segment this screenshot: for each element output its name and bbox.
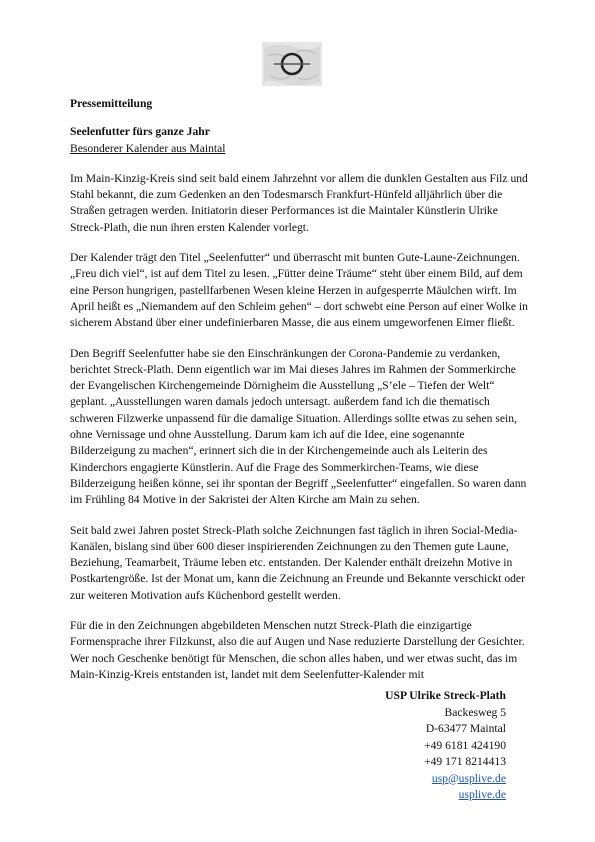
felt-logo-icon [260,38,324,90]
headline: Seelenfutter fürs ganze Jahr [70,125,210,139]
paragraph: Den Begriff Seelenfutter habe sie den Einschränkungen der Corona-Pandemie zu verdanken, berichtet Streck-Plath. Denn eigentlich war im Mai dieses Jahres im Rahmen der Sommerkirche der Evangelischen Kirchengemeinde Dörnigheim die Ausstellung „S’ele – Tiefen der Welt“ geplant. „Ausstellungen waren damals jedoch untersagt. außerdem fand ich die thematisch schweren Filzwerke unpassend für die damalige Situation. Allerdings sollte etwas zu sehen sein, ohne Vernissage und ohne Ausstellung. Darum kam ich auf die Idee, eine sogenannte Bilderzeigung zu machen“, erinnert sich die in der Kirchengemeinde auch als Leiterin des Kinderchors engagierte Künstlerin. Auf die Frage des Sommerkirchen-Teams, wie diese Bilderzeigung heißen könne, sei ihr spontan der Begriff „Seelenfutter“ eingefallen. So waren dann im Frühling 84 Motive in der Sakristei der Alten Kirche am Main zu sehen. [70,346,527,507]
email-link[interactable]: usp@usplive.de [431,771,506,785]
phone-number: +49 6181 424190 [424,738,506,752]
street-address: Backesweg 5 [444,705,506,719]
company-name: USP Ulrike Streck-Plath [385,689,506,702]
contact-block [385,688,506,804]
paragraph: Seit bald zwei Jahren postet Streck-Plath solche Zeichnungen fast täglich in ihren Social-Media-Kanälen, bislang sind über 600 dieser inspirierenden Zeichnungen zu den Themen gute Laune, Beziehung, Teamarbeit, Träume leben etc. entstanden. Der Kalender enthält dreizehn Motive in Postkartengröße. Ist der Monat um, kann die Zeichnung an Freunde und Bekannte verschickt oder zur weiteren Motivation aufs Küchenbord gestellt werden. [70,523,525,602]
subheadline: Besonderer Kalender aus Maintal [70,141,226,155]
document-label: Pressemitteilung [70,97,153,110]
press-release-body [70,96,528,683]
paragraph: Der Kalender trägt den Titel „Seelenfutter“ und überrascht mit bunten Gute-Laune-Zeichnungen. „Freu dich viel“, ist auf dem Titel zu lesen. „Fütter deine Träume“ steht über einem Bild, auf dem eine Person hungrigen, pastellfarbenen Wesen kleine Herzen in aufgesperrte Mäulchen wirft. Im April heißt es „Niemandem auf den Schleim gehen“ – dort schwebt eine Person auf einer Wolke in sicherem Abstand über einer undefinierbaren Masse, die aus einem umgeworfenen Eimer fließt. [70,251,528,330]
paragraph: Für die in den Zeichnungen abgebildeten Menschen nutzt Streck-Plath die einzigartige Formensprache ihrer Filzkunst, also die auf Augen und Nase reduzierte Darstellung der Gesichter. Wer noch Geschenke benötigt für Menschen, die schon alles haben, und wer etwas sucht, das im Main-Kinzig-Kreis entstanden ist, landet mit dem Seelenfutter-Kalender mit [70,619,525,681]
website-link[interactable]: usplive.de [458,788,506,801]
city-address: D-63477 Maintal [425,722,506,735]
paragraph: Im Main-Kinzig-Kreis sind seit bald einem Jahrzehnt vor allem die dunklen Gestalten aus Filz und Stahl bekannt, die zum Gedenken an den Todesmarsch Frankfurt-Hünfeld alljährlich über die Straßen getragen werden. Initiatorin dieser Performances ist die Maintaler Künstlerin Ulrike Streck-Plath, die nun ihren ersten Kalender vorlegt. [70,171,528,234]
mobile-number: +49 171 8214413 [424,755,506,768]
